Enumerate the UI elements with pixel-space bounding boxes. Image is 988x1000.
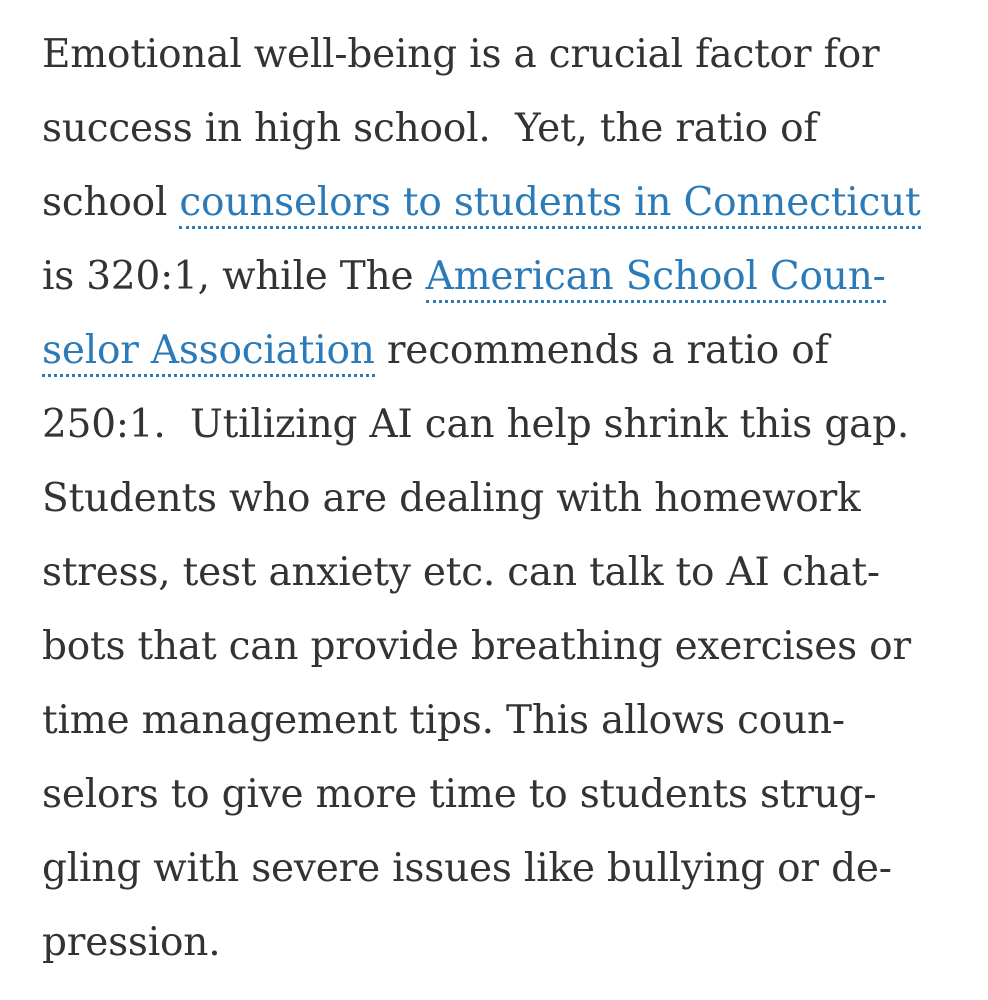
counselors-ratio-link[interactable]: counselors to students in Connecticut [179,180,920,229]
asca-link-continued[interactable]: selor Association [42,328,375,377]
paragraph-line [42,462,962,536]
paragraph-line [42,684,962,758]
line-text: pression. [42,920,221,965]
line-text: bots that can provide breathing exercises or [42,624,911,669]
article-paragraph [42,18,962,980]
paragraph-line [42,166,962,240]
line-text: school [42,180,180,225]
line-text: time management tips. This allows coun- [42,698,845,743]
paragraph-line [42,536,962,610]
paragraph-line [42,92,962,166]
line-text: 250:1. Utilizing AI can help shrink this gap. [42,402,910,447]
line-text: Emotional well-being is a crucial factor for [42,32,880,77]
paragraph-line [42,832,962,906]
line-text: recommends a ratio of [374,328,829,373]
paragraph-line [42,18,962,92]
line-text: stress, test anxiety etc. can talk to AI chat- [42,550,880,595]
paragraph-line [42,758,962,832]
asca-link[interactable]: American School Coun- [426,254,886,303]
paragraph-line [42,906,962,980]
line-text: Students who are dealing with homework [42,476,861,521]
paragraph-line [42,240,962,314]
line-text: selors to give more time to students strug- [42,772,877,817]
line-text: gling with severe issues like bullying or de- [42,846,892,891]
paragraph-line [42,314,962,388]
paragraph-line [42,610,962,684]
paragraph-line [42,388,962,462]
line-text: success in high school. Yet, the ratio of [42,106,818,151]
line-text: is 320:1, while The [42,254,426,299]
